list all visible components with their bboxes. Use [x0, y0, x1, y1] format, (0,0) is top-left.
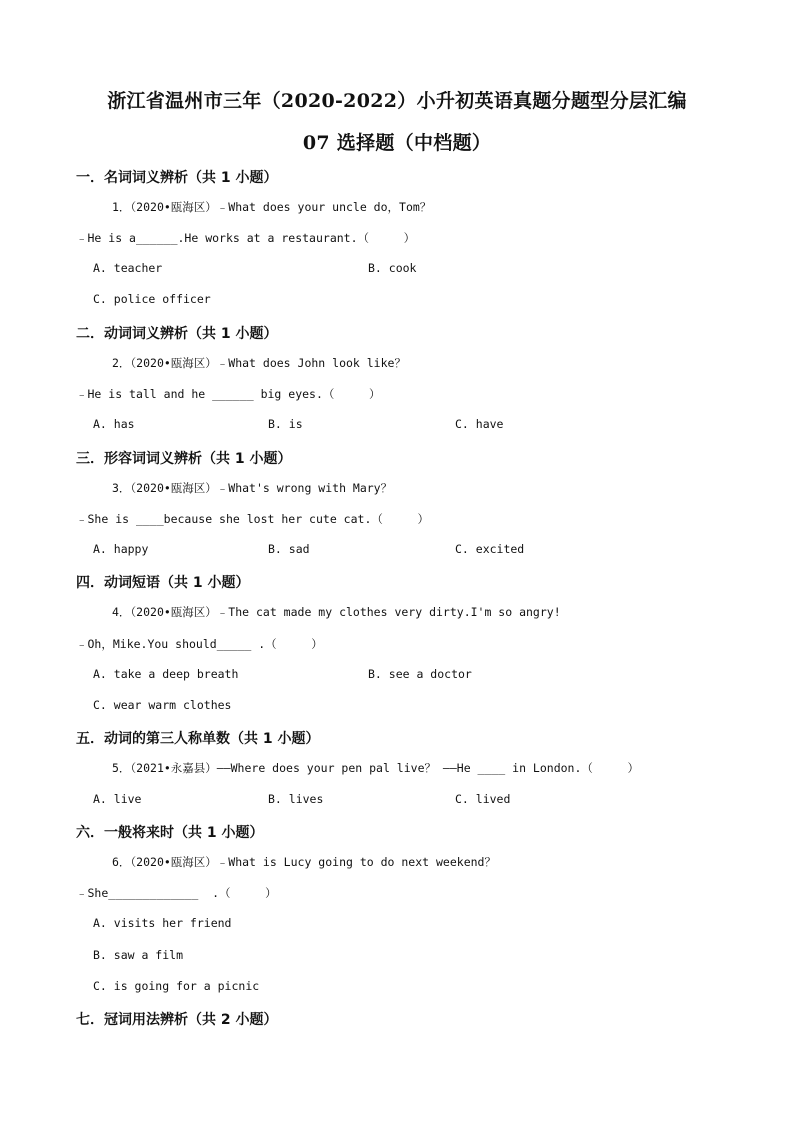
option-a: A. has — [93, 417, 135, 431]
question-text: 6．（2020•瓯海区）﹣What is Lucy going to do next weekend？ — [112, 855, 496, 869]
option-b: B. is — [268, 417, 303, 431]
option-c: C. excited — [455, 542, 525, 556]
option-b: B. sad — [268, 542, 310, 556]
option-c: C. have — [455, 417, 504, 431]
document-subtitle: 07 选择题（中档题） — [302, 132, 492, 154]
question-text: 5．（2021•永嘉县）——Where does your pen pal live？ ——He ____ in London.（ ） — [112, 761, 640, 775]
question-text: 3．（2020•瓯海区）﹣What's wrong with Mary？ — [112, 481, 393, 495]
option-b: B. cook — [368, 261, 417, 275]
option-b: B. saw a film — [93, 948, 184, 962]
answer-line: ﹣She is ____because she lost her cute cat.（ ） — [76, 512, 429, 526]
section-heading: 五．动词的第三人称单数（共 1 小题） — [76, 731, 320, 747]
answer-line: ﹣Oh，Mike.You should_____ .（ ） — [76, 637, 323, 651]
option-c: C. wear warm clothes — [93, 698, 232, 712]
document-title: 浙江省温州市三年（2020-2022）小升初英语真题分题型分层汇编 — [107, 90, 687, 112]
section-heading: 六．一般将来时（共 1 小题） — [76, 825, 264, 841]
section-heading: 七．冠词用法辨析（共 2 小题） — [76, 1012, 278, 1028]
option-c: C. police officer — [93, 292, 211, 306]
option-a: A. live — [93, 792, 142, 806]
option-a: A. happy — [93, 542, 149, 556]
question-text: 4．（2020•瓯海区）﹣The cat made my clothes very dirty.I'm so angry! — [112, 605, 561, 619]
option-b: B. lives — [268, 792, 324, 806]
answer-line: ﹣He is tall and he ______ big eyes.（ ） — [76, 387, 381, 401]
question-text: 2．（2020•瓯海区）﹣What does John look like？ — [112, 356, 406, 370]
answer-line: ﹣He is a______.He works at a restaurant.（ ） — [76, 231, 416, 245]
option-c: C. is going for a picnic — [93, 979, 260, 993]
option-a: A. visits her friend — [93, 916, 232, 930]
question-text: 1．（2020•瓯海区）﹣What does your uncle do，Tom？ — [112, 200, 432, 214]
section-heading: 四．动词短语（共 1 小题） — [76, 575, 250, 591]
option-a: A. take a deep breath — [93, 667, 239, 681]
section-heading: 二．动词词义辨析（共 1 小题） — [76, 326, 278, 342]
section-heading: 三．形容词词义辨析（共 1 小题） — [76, 451, 292, 467]
option-c: C. lived — [455, 792, 511, 806]
section-heading: 一．名词词义辨析（共 1 小题） — [76, 170, 278, 186]
option-b: B. see a doctor — [368, 667, 472, 681]
answer-line: ﹣She_____________ .（ ） — [76, 886, 277, 900]
option-a: A. teacher — [93, 261, 163, 275]
